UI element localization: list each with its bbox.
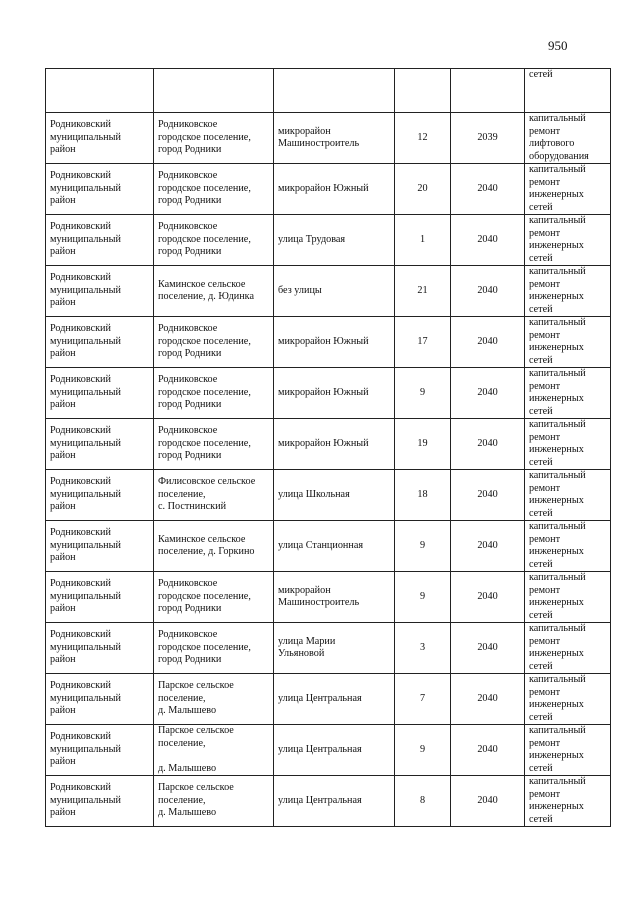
year-cell: 2040 (451, 521, 525, 572)
district-cell: Родниковский муниципальный район (46, 470, 154, 521)
table-row (46, 317, 611, 368)
settlement-cell: Родниковское городское поселение, город Родники (154, 419, 274, 470)
work-type-cell: капитальный ремонт инженерных сетей (525, 317, 611, 368)
house-number-cell: 9 (395, 572, 451, 623)
street-cell: улица Школьная (274, 470, 395, 521)
district-cell: Родниковский муниципальный район (46, 572, 154, 623)
year-cell: 2040 (451, 368, 525, 419)
table-row (46, 215, 611, 266)
table-row (46, 164, 611, 215)
work-type-cell: капитальный ремонт инженерных сетей (525, 521, 611, 572)
settlement-cell: Родниковское городское поселение, город Родники (154, 215, 274, 266)
street-cell: микрорайон Южный (274, 419, 395, 470)
table-row (46, 470, 611, 521)
house-number-cell: 18 (395, 470, 451, 521)
settlement-cell: Филисовское сельское поселение, с. Постнинский (154, 470, 274, 521)
table-row (46, 674, 611, 725)
table-row (46, 521, 611, 572)
settlement-cell: Парское сельское поселение, д. Малышево (154, 674, 274, 725)
district-cell: Родниковский муниципальный район (46, 113, 154, 164)
settlement-cell: Родниковское городское поселение, город Родники (154, 623, 274, 674)
house-number-cell: 9 (395, 725, 451, 776)
settlement-cell: Парское сельское поселение, д. Малышево (154, 776, 274, 827)
district-cell (46, 69, 154, 113)
house-number-cell: 9 (395, 521, 451, 572)
house-number-cell: 3 (395, 623, 451, 674)
table-row (46, 368, 611, 419)
street-cell: улица Марии Ульяновой (274, 623, 395, 674)
settlement-cell: Родниковское городское поселение, город Родники (154, 572, 274, 623)
table-row (46, 266, 611, 317)
street-cell (274, 69, 395, 113)
year-cell: 2040 (451, 164, 525, 215)
house-number-cell: 1 (395, 215, 451, 266)
year-cell: 2039 (451, 113, 525, 164)
settlement-cell: Родниковское городское поселение, город Родники (154, 113, 274, 164)
house-number-cell: 21 (395, 266, 451, 317)
settlement-cell: Каминское сельское поселение, д. Горкино (154, 521, 274, 572)
house-number-cell: 7 (395, 674, 451, 725)
work-type-cell: капитальный ремонт инженерных сетей (525, 368, 611, 419)
year-cell: 2040 (451, 419, 525, 470)
page-number: 950 (548, 38, 568, 53)
work-type-cell (525, 69, 611, 113)
settlement-cell: Каминское сельское поселение, д. Юдинка (154, 266, 274, 317)
street-cell: улица Станционная (274, 521, 395, 572)
table-row (46, 419, 611, 470)
table-row (46, 572, 611, 623)
settlement-cell: Родниковское городское поселение, город Родники (154, 317, 274, 368)
district-cell: Родниковский муниципальный район (46, 725, 154, 776)
work-type-cell: капитальный ремонт инженерных сетей (525, 215, 611, 266)
district-cell: Родниковский муниципальный район (46, 368, 154, 419)
district-cell: Родниковский муниципальный район (46, 266, 154, 317)
work-type-cell: капитальный ремонт инженерных сетей (525, 776, 611, 827)
work-type-cell: капитальный ремонт инженерных сетей (525, 674, 611, 725)
district-cell: Родниковский муниципальный район (46, 521, 154, 572)
street-cell: улица Центральная (274, 674, 395, 725)
settlement-cell: Родниковское городское поселение, город Родники (154, 164, 274, 215)
district-cell: Родниковский муниципальный район (46, 164, 154, 215)
year-cell: 2040 (451, 776, 525, 827)
street-cell: микрорайон Южный (274, 317, 395, 368)
street-cell: улица Центральная (274, 725, 395, 776)
street-cell: микрорайон Южный (274, 164, 395, 215)
year-cell: 2040 (451, 572, 525, 623)
district-cell: Родниковский муниципальный район (46, 317, 154, 368)
house-number-cell: 12 (395, 113, 451, 164)
table-row (46, 725, 611, 776)
district-cell: Родниковский муниципальный район (46, 623, 154, 674)
house-number-cell: 17 (395, 317, 451, 368)
settlement-cell: Парское сельское поселение, д. Малышево (154, 725, 274, 776)
year-cell: 2040 (451, 215, 525, 266)
house-number-cell: 8 (395, 776, 451, 827)
street-cell: улица Трудовая (274, 215, 395, 266)
house-number-cell: 19 (395, 419, 451, 470)
district-cell: Родниковский муниципальный район (46, 419, 154, 470)
work-type-cell: капитальный ремонт инженерных сетей (525, 623, 611, 674)
work-type-cell: капитальный ремонт инженерных сетей (525, 470, 611, 521)
street-cell: микрорайон Машиностроитель (274, 572, 395, 623)
year-cell: 2040 (451, 266, 525, 317)
work-type-cell: капитальный ремонт инженерных сетей (525, 572, 611, 623)
settlement-cell (154, 69, 274, 113)
work-type-cell: капитальный ремонт инженерных сетей (525, 266, 611, 317)
work-type-text: сетей (529, 69, 553, 80)
year-cell: 2040 (451, 623, 525, 674)
street-cell: микрорайон Машиностроитель (274, 113, 395, 164)
table-body (46, 69, 611, 827)
street-cell: микрорайон Южный (274, 368, 395, 419)
year-cell: 2040 (451, 317, 525, 368)
table-row (46, 776, 611, 827)
housing-repair-table (45, 68, 611, 827)
table-row-continued (46, 69, 611, 113)
work-type-cell: капитальный ремонт инженерных сетей (525, 164, 611, 215)
table-row (46, 623, 611, 674)
district-cell: Родниковский муниципальный район (46, 776, 154, 827)
house-number-cell (395, 69, 451, 113)
street-cell: улица Центральная (274, 776, 395, 827)
year-cell: 2040 (451, 470, 525, 521)
year-cell (451, 69, 525, 113)
settlement-cell: Родниковское городское поселение, город Родники (154, 368, 274, 419)
table-row (46, 113, 611, 164)
house-number-cell: 9 (395, 368, 451, 419)
street-cell: без улицы (274, 266, 395, 317)
year-cell: 2040 (451, 674, 525, 725)
house-number-cell: 20 (395, 164, 451, 215)
district-cell: Родниковский муниципальный район (46, 674, 154, 725)
district-cell: Родниковский муниципальный район (46, 215, 154, 266)
work-type-cell: капитальный ремонт инженерных сетей (525, 419, 611, 470)
work-type-cell: капитальный ремонт лифтового оборудования (525, 113, 611, 164)
year-cell: 2040 (451, 725, 525, 776)
work-type-cell: капитальный ремонт инженерных сетей (525, 725, 611, 776)
